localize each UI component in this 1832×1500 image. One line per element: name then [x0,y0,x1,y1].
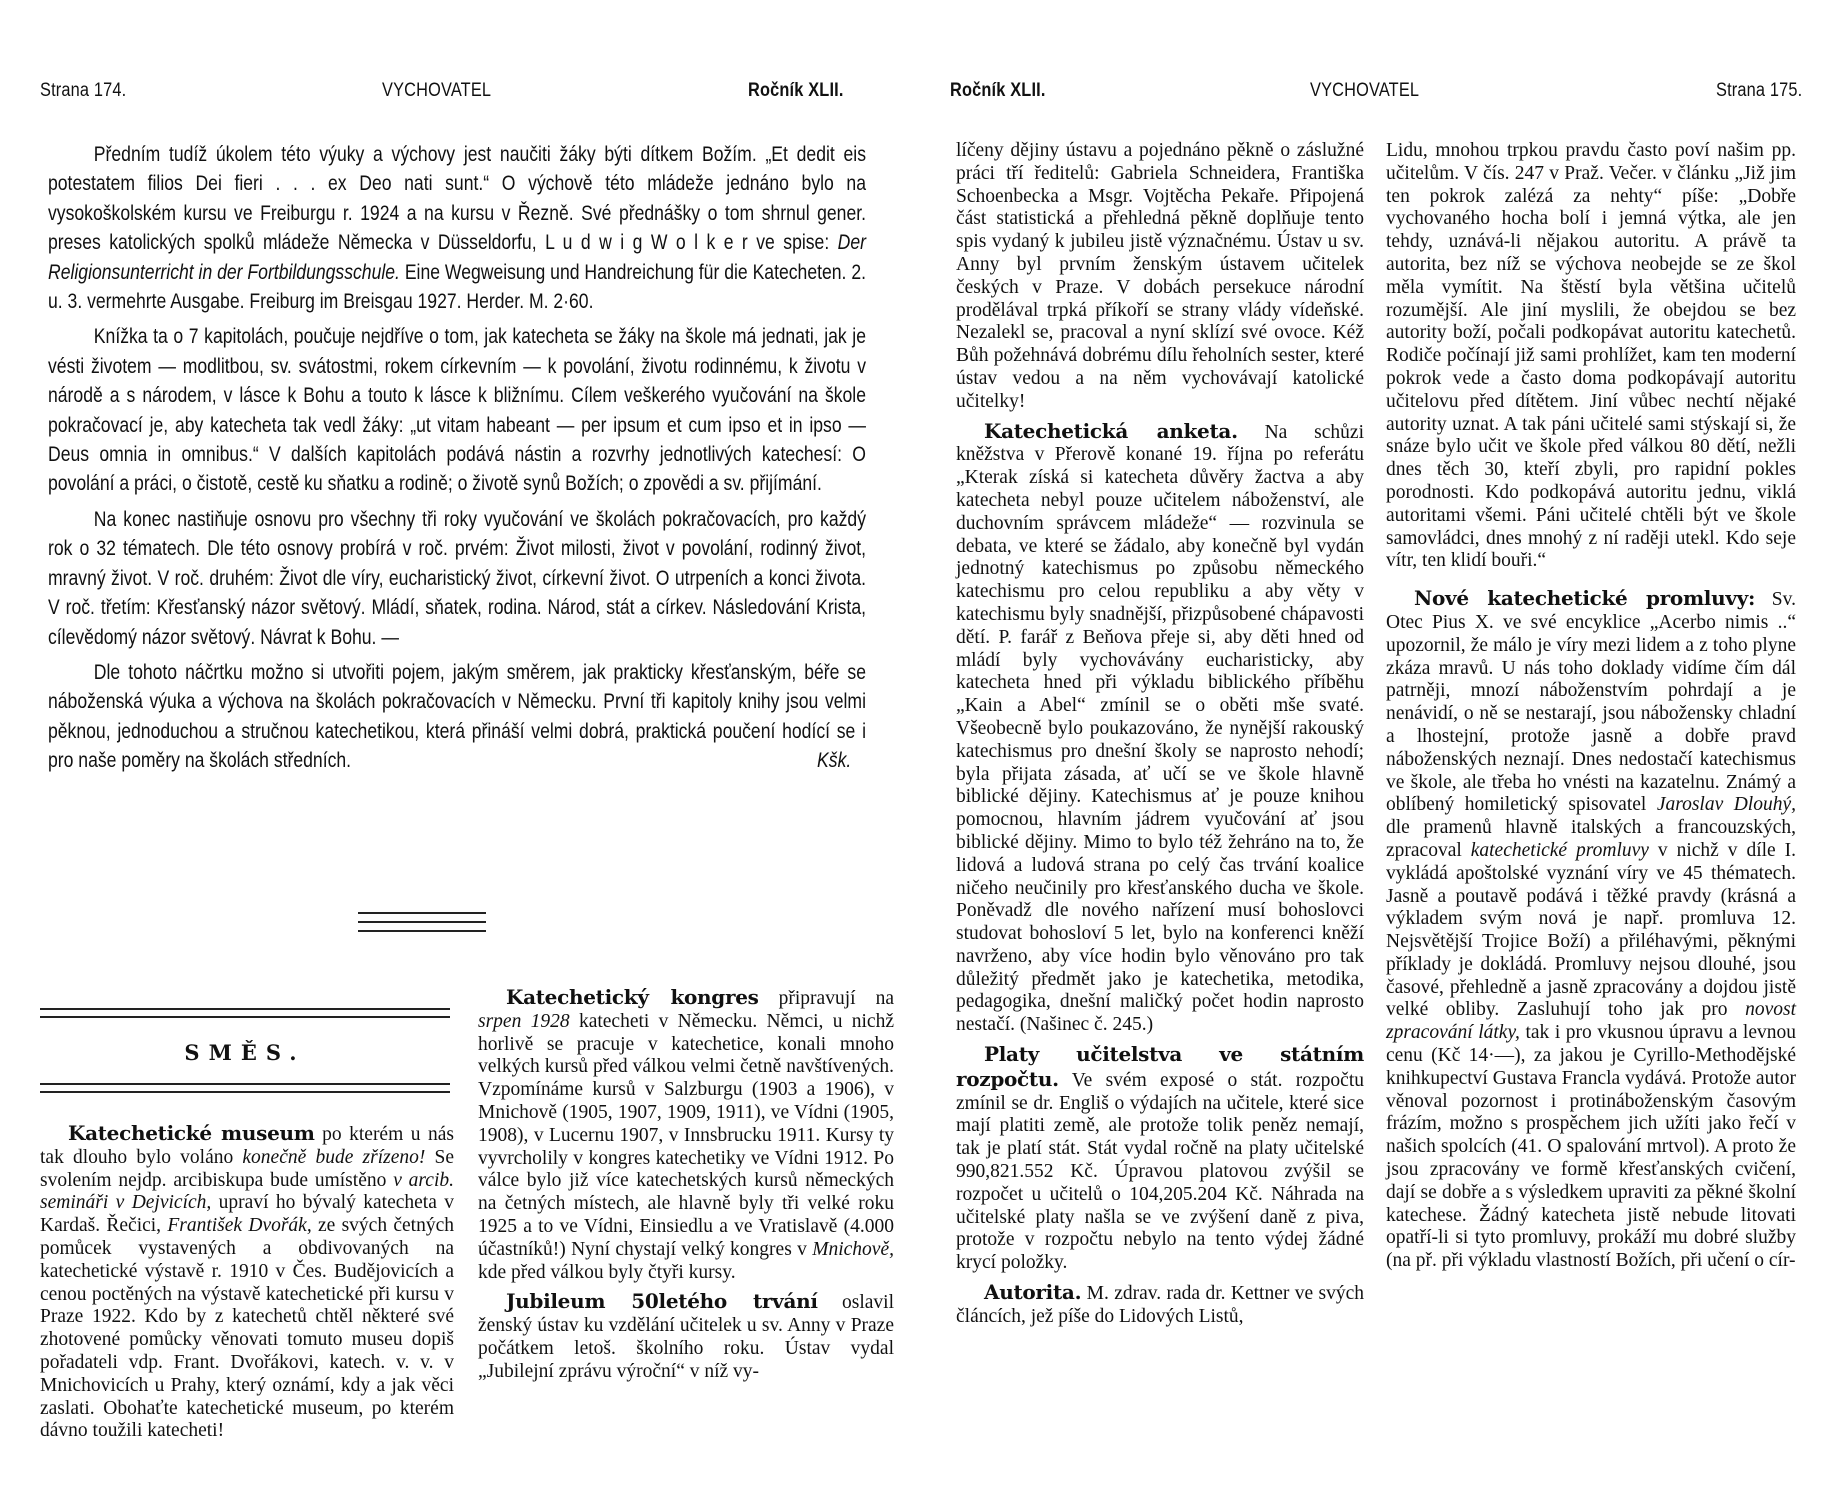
column-kongres [478,986,894,1384]
text: katecheti v Německu. Němci, u nichž horlivě se pracuje v katechetice, konali mnoho velkých kursů před válkou velmi četně navštívených. Vzpomínáme kursů v Salzburgu (1903 a 1906), v Mnichově (1905, 1907, 1909, 1911), ve Vídni (1905, 1908), v Lucernu 1907, v Innsbrucku 1911. Kursy ty vyvrcholily v kongres katechetiky ve Vídni 1912. Po válce bylo již více katechetských kursů německých na četných místech, ale hlavně byly tři velké roku 1925 a to ve Vídni, Einsiedlu a ve Vratislavě (4.000 účastníků!) Nyní chystají velký kongres v [478,1010,894,1260]
text: tak i pro vkusnou úpravu a levnou cenu (Kč 14·—), za jakou je Cyrillo-Methodějské knihkupectví Gustava Francla vydává. Protože autor věnoval pozornost i protináboženským časovým frázím, možno s prospěchem jich užíti jako řečí v našich spolcích (41. O spalování mrtvol). A proto že jsou zpracovány ve formě křesťanských cvičení, dají se dobře a s výsledkem upraviti za pěkné školní katechese. Žádný katecheta jistě nebude litovati opatří-li si tyto promluvy, prokáží mu dobré služby (na př. při výkladu vlastností Božích, při učení o cír- [1386,1022,1796,1272]
news-item [40,1122,454,1443]
book-title: Der Religionsunterricht in der Fortbildungsschule. [48,230,867,284]
paragraph: Na konec nastiňuje osnovu pro všechny tři roky vyučování ve školách pokračovacích, pro každý rok o 32 tématech. Dle této osnovy probírá v roč. prvém: Život milosti, život v povolání, rodinný život, mravný život. V roč. druhém: Život dle víry, eucharistický život, církevní život. O utrpeních a konci života. V roč. třetím: Křesťanský názor světový. Mládí, sňatek, rodina. Národ, stát a církev. Následování Krista, cílevědomý názor světový. Návrat k Bohu. — [48,506,867,649]
news-item [478,986,894,1284]
emphasis: Mnichově, [812,1238,894,1260]
text: v nichž v díle I. vykládá apoštolské vyznání víry ve 45 thématech. Jasně a poutavě podává i těžké pravdy (krásná a výkladem svým nová je např. promluva 12. Nejsvětější Trojice Boží) a přiléhavými, pěknými příklady je dokládá. Promluvy nejsou dlouhé, jsou časové, přehledně a jasně zpracovány a dojdou jistě velké obliby. Zasluhují toho jak pro [1386,839,1796,1021]
page-number-right: Strana 175. [1716,80,1803,101]
news-item [1386,587,1796,1273]
paragraph [48,140,866,316]
text: Předním tudíž úkolem této výuky a výchovy jest naučiti žáky býti dítkem Božím. „Et dedit eis potestatem filios Dei fieri . . . ex Deo nati sunt.“ O výchově této mládeže jednáno bylo na vysokoškolském kursu ve Freiburgu r. 1924 a na kursu v Řezně. Své přednášky o tom shrnul gener. preses katolických spolků mládeže Německa v Düsseldorfu, [48,142,867,255]
text: Sv. Otec Pius X. ve své encyklice „Acerbo nimis ..“ upozornil, že málo je víry mezi lidem a z toho plyne zkáza mravů. U nás toho doklady vidíme čím dál patrněji, mnozí náboženstvím pohrdají a je nenávidí, o ně se nestarají, jsou nábožensky chladní a lhostejní, protože jasně a dobře pravd náboženských neznají. Dnes nedostačí katechismus ve škole, ale třeba ho vnésti na kazatelnu. Známý a oblíbený homiletický spisovatel [1386,589,1796,816]
signature: Kšk. [817,748,852,773]
column-right-right-page [1386,140,1796,1273]
text: ve spise: [747,230,838,255]
text: připravují na [758,988,894,1009]
news-item [956,1281,1364,1329]
text: oslavil ženský ústav ku vzdělání učitelek u sv. Anny v Praze počátkem letoš. školního roku. Ústav vydal „Jubilejní zprávu výroční“ v níž vy- [478,1292,894,1382]
item-heading: Katechetický kongres [506,985,759,1009]
rule [40,1091,450,1093]
news-item [956,1043,1364,1275]
emphasis: konečně bude zřízeno! [242,1146,426,1168]
column-museum [40,1122,454,1443]
item-heading: Katechetické museum [68,1121,315,1145]
item-heading: Jubileum 50letého trvání [506,1289,818,1314]
emphasis: v arcib. semináři v Dejvicích, [40,1169,454,1214]
author-name: L u d w i g W o l k e r [545,230,748,255]
text: Se svolením nejdp. arcibiskupa bude umístěno [40,1146,455,1191]
emphasis: srpen 1928 [478,1010,570,1032]
text: po kterém u nás tak dlouho bylo voláno [40,1124,454,1168]
page-number-left: Strana 174. [40,80,127,101]
rule [40,1083,450,1085]
paragraph: Knížka ta o 7 kapitolách, poučuje nejdříve o tom, jak katecheta se žáky na škole má jednati, jak je vésti životem — modlitbou, sv. svátostmi, rokem církevním — k povolání, životu rodinnému, k životu v národě a s národem, v lásce k Bohu a touto k lásce k bližnímu. Cílem veškerého vyučování na škole pokračovací je, aby katecheta tak vedl žáky: „ut vitam habeant — per ipsum et cum ipso et in ipso — Deus omnia in omnibus.“ V dalších kapitolách podává nástin a rozvrhy jednotlivých katechesí: O povolání a práci, o čistotě, cestě ku sňatku a rodině; o životě synů Božích; o zpovědi a sv. přijímání. [48,324,867,496]
section-divider [358,912,486,939]
text: Ve svém exposé o stát. rozpočtu zmínil se dr. Engliš o výdajích na učitele, které sice mají platiti země, ale protože tolik peněz nemají, tak je platí stát. Stát vydal ročně na platy učitelské 990,821.552 Kč. Úpravou platovou zvýšil se rozpočet u učitelů o 104,205.204 Kč. Náhrada na učitelské platy našla se ve zvýšení daně z piva, protože v rozpočtu nebylo na tento výdej žádné krycí položky. [956,1069,1364,1274]
review-article [48,140,866,776]
news-item [478,1290,894,1383]
emphasis: František Dvořák, [167,1215,312,1237]
journal-title-right: VYCHOVATEL [1310,80,1420,101]
section-header [40,1008,450,1093]
text: ze svých četných pomůcek vystavených a obdivovaných na katechetické výstavě r. 1910 v Čes. Budějovicích a cenou poctěných na výstavě katechetické při kursu v Praze 1922. Kdo by z katechetů chtěl některé své zhotovené pomůcky věnovati tomuto museu dopiš pořadateli vdp. Frant. Dvořákovi, katech. v. v. v Mnichovicích u Prahy, který oznámí, kdy a jak věci zaslati. Obohaťte katechetické museum, po kterém dávno toužili katecheti! [40,1215,454,1442]
news-item [956,420,1364,1038]
emphasis: katechetické promluvy [1470,839,1649,861]
text: M. zdrav. rada dr. Kettner ve svých článcích, jež píše do Lidových Listů, [956,1283,1364,1327]
text: dle pramenů hlavně italských a francouzských, zpracoval [1386,817,1796,861]
item-heading: Nové katechetické promluvy: [1414,586,1756,611]
volume-label-left: Ročník XLII. [748,80,844,101]
text: Dle tohoto náčrtku možno si utvořiti pojem, jakým směrem, jak prakticky křesťanským, béře se náboženská výuka a výchova na školách pokračovacích v Německu. První tři kapitoly knihy jsou velmi pěknou, jednoduchou a stručnou katechetikou, která přináší velmi dobrá, praktická poučení hodící se i pro naše poměry na školách středních. [48,659,867,773]
continued-text: líčeny dějiny ústavu a pojednáno pěkně o záslužné práci tří ředitelů: Gabriela Schneidera, Františka Schoenbecka a Msgr. Vojtěcha Pekaře. Připojená část statistická a přehledná pěkně doplňuje tento spis vydaný k jubileu jistě význačnému. Ústav u sv. Anny byl prvním ženským ústavem učitelek českých v Praze. V dobách persekuce národní prodělával trpká příkoří se strany vlády vídeňské. Nezalekl se, pracoval a nyní sklízí své ovoce. Kéž Bůh požehnává dobrému dílu řeholních sester, které ústav vedou a na něm vychovávají katolické učitelky! [956,140,1364,412]
journal-title-left: VYCHOVATEL [382,80,492,101]
right-page [916,0,1832,1500]
item-heading: Autorita. [984,1280,1082,1305]
section-title: SMĚS. [184,1040,306,1065]
emphasis: novost zpracování látky, [1386,999,1796,1044]
text: kde před válkou byly čtyři kursy. [478,1261,736,1283]
item-heading: Platy učitelstva ve státním rozpočtu. [956,1042,1364,1091]
continued-text: Lidu, mnohou trpkou pravdu často poví našim pp. učitelům. V čís. 247 v Praž. Večer. v článku „Již jim ten pokrok zalézá za nehty“ píše: „Dobře vychovaného hocha bolí i jemná výtka, ale jen tehdy, uznává-li nějakou autoritu. A právě ta autorita, bez níž se výchova neobejde se ze škol měla vymítit. Na štěstí byla většina učitelů rozumější. Ale jiní myslili, že obejdou se bez autority boží, počali podkopávat autoritu katechetů. Rodiče počínají již sami prohlížet, kam ten moderní pokrok vede a často doma podkopávají autoritu učitelovu před dítětem. Jiní vůbec nechtí nějaké autority uznat. A tak páni učitelé sami stýskají si, že snáze bylo učit ve škole před válkou 80 dětí, nežli dnes těch 30, kteří zbyli, pro rapidní pokles porodnosti. Kdo podkopává autoritu jednu, viklá autoritami všemi. Páni učitelé chtěli být ve škole samovládci, dnes mnohý z ní raději utekl. Kdo seje vítr, ten klidí bouři.“ [1386,140,1796,572]
rule [40,1016,450,1018]
text: Na schůzi kněžstva v Přerově konané 19. října po referátu „Kterak získá si katecheta důvěry žactva a aby katecheta nebyl pouze učitelem náboženství, ale duchovním správcem mládeže“ — rozvinula se debata, ve které se žádalo, aby konečně byl vydán jednotný katechismus po způsobu německého katechismu pro celou republiku a aby věty v katechismu byly snadnější, přizpůsobené chápavosti dětí. P. farář z Beňova přeje si, aby děti hned od mládí byly vychovávány eucharisticky, aby katecheta hned při výkladu biblického příběhu „Kain a Abel“ zmínil se o oběti mše svaté. Všeobecně bylo poukazováno, že nynější rakouský katechismus pro dnešní školy se naprosto nehodí; byla přijata zásada, ať učí se ve škole hlavně biblické dějiny. Katechismus ať je pouze knihou pomocnou, hlavním jádrem vyučování ať jsou biblické dějiny. Mimo to bylo též žehráno na to, že lidová a ludová strana po celý čas trvání koalice ničeho neučinily pro křesťanského ducha ve škole. Poněvadž dle nového nařízení musí bohoslovci studovat bohosloví 5 let, bylo na konferenci kněží navrženo, aby více hodin bylo věnováno pro tak důležitý předmět jako je katechetika, metodika, pedagogika, dnešní maličký počet hodin naprosto nestačí. (Našinec č. 245.) [956,421,1364,1036]
item-heading: Katechetická anketa. [984,418,1238,443]
rule [40,1008,450,1010]
paragraph [48,658,866,776]
volume-label-right: Ročník XLII. [950,80,1046,101]
text: Eine Wegweisung und Handreichung für die Katecheten. 2. u. 3. vermehrte Ausgabe. Freiburg im Breisgau 1927. Herder. M. 2·60. [48,259,866,314]
column-left-right-page [956,140,1364,1329]
text: upraví ho bývalý katecheta v Kardaš. Řečici, [40,1192,454,1237]
emphasis: Jaroslav Dlouhý, [1656,794,1796,816]
